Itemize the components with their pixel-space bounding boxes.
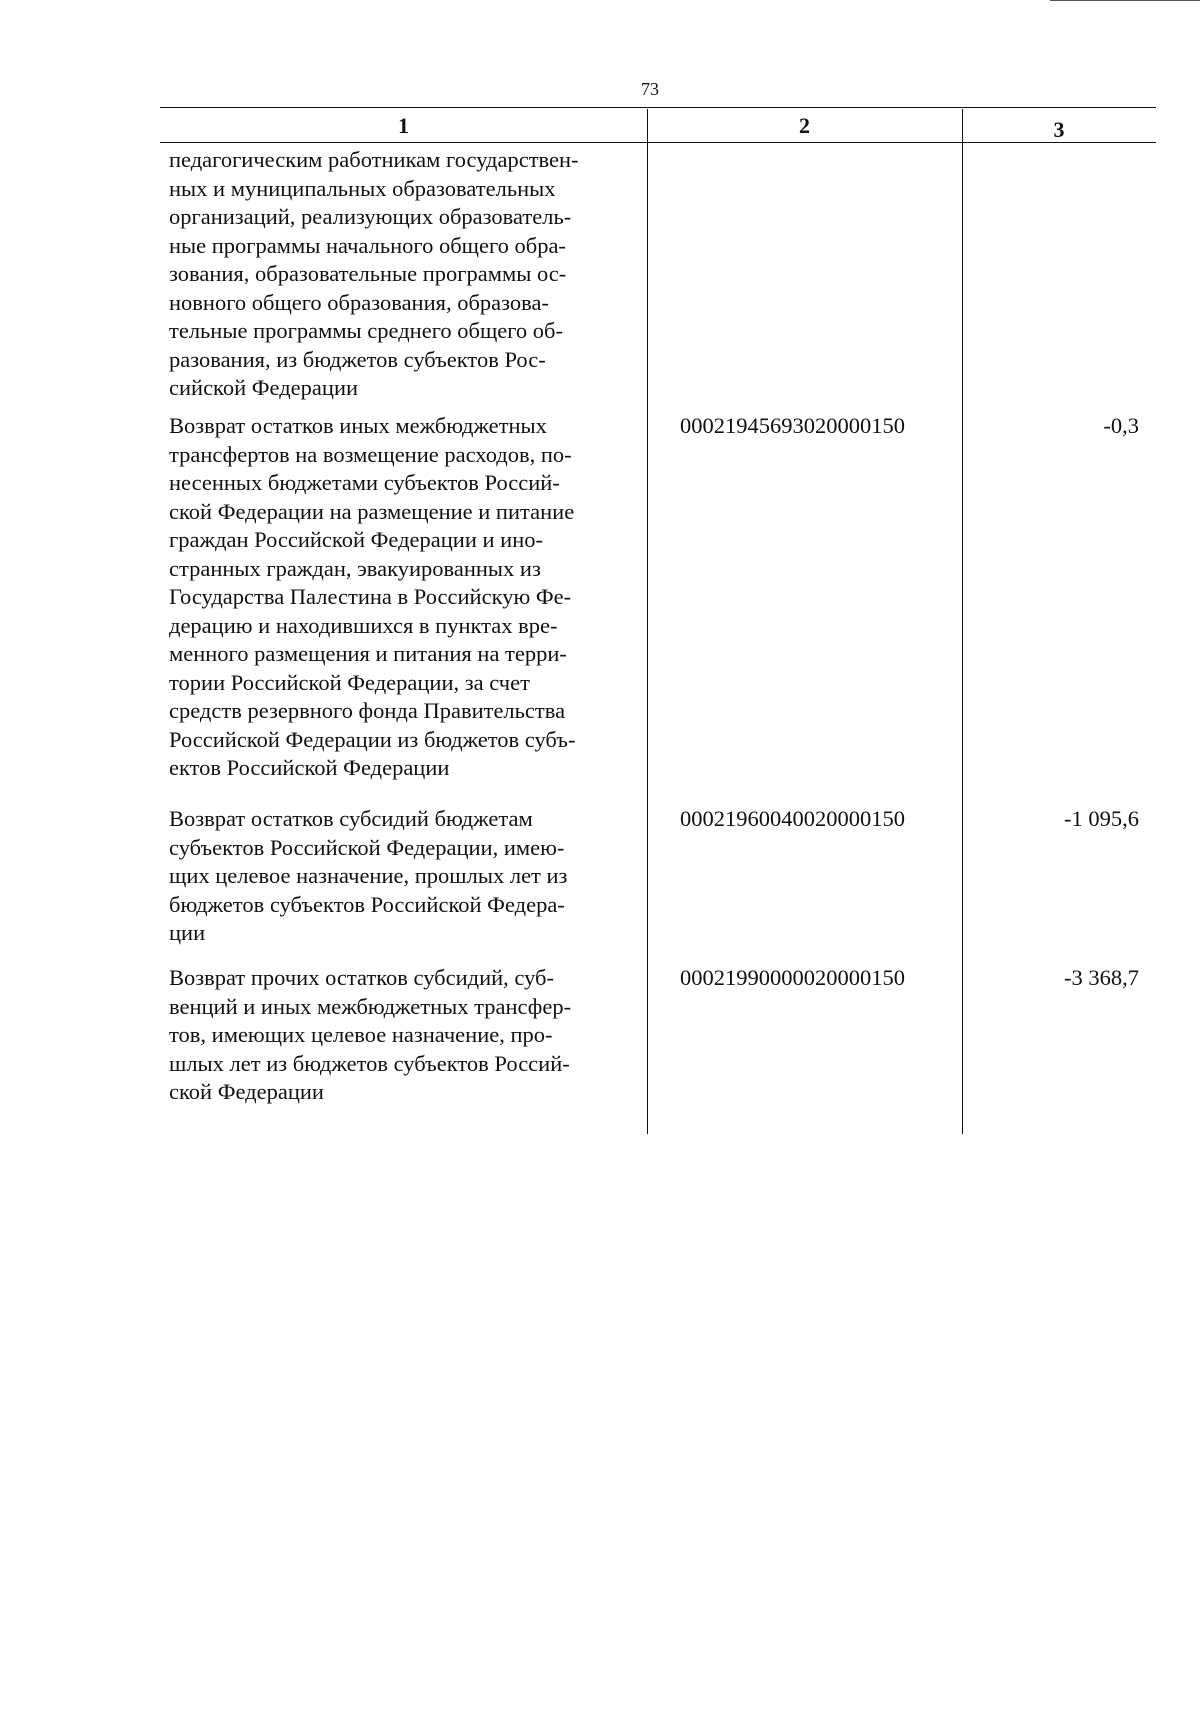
header-col-1: 1 [398,113,409,138]
row-value: -3 368,7 [1064,965,1139,990]
header-col-3: 3 [1053,117,1065,142]
row-name: Возврат прочих остатков субсидий, суб- венций и иных межбюджетных трансфер- тов, имеющих целевое назначение, про- шлых лет из бюджетов субъектов Россий- ской Федерации [169,965,572,1104]
table-top-rule [160,107,1156,108]
header-col-2: 2 [799,113,810,138]
corner-rule [1050,0,1200,1]
row-name: Возврат остатков субсидий бюджетам субъектов Российской Федерации, имею- щих целевое назначение, прошлых лет из бюджетов субъектов Российской Федера- ции [169,806,568,945]
page-number: 73 [641,79,659,99]
row-value: -1 095,6 [1064,806,1139,831]
row-value: -0,3 [1103,413,1139,438]
row-name: Возврат остатков иных межбюджетных трансфертов на возмещение расходов, по- несенных бюджетами субъектов Россий- ской Федерации на размещение и питание граждан Российской Федерации и ино- странных граждан, эвакуированных из Государства Палестина в Российскую Фе- дерацию и находившихся в пунктах вре- менного размещения и питания на терри- тории Российской Федерации, за счет средств резервного фонда Правительства Российской Федерации из бюджетов субъ- ектов Российской Федерации [169,413,576,780]
row-code: 00021945693020000150 [680,413,905,438]
row-name: педагогическим работникам государствен- ных и муниципальных образовательных организаций, реализующих образователь- ные программы начального общего обра- зования, образовательные программы ос- новного общего образования, образова- тельные программы среднего общего об- разования, из бюджетов субъектов Рос- сийской Федерации [169,147,579,400]
column-divider-1 [647,109,648,1134]
row-code: 00021990000020000150 [680,965,905,990]
column-divider-2 [962,109,963,1134]
row-code: 00021960040020000150 [680,806,905,831]
